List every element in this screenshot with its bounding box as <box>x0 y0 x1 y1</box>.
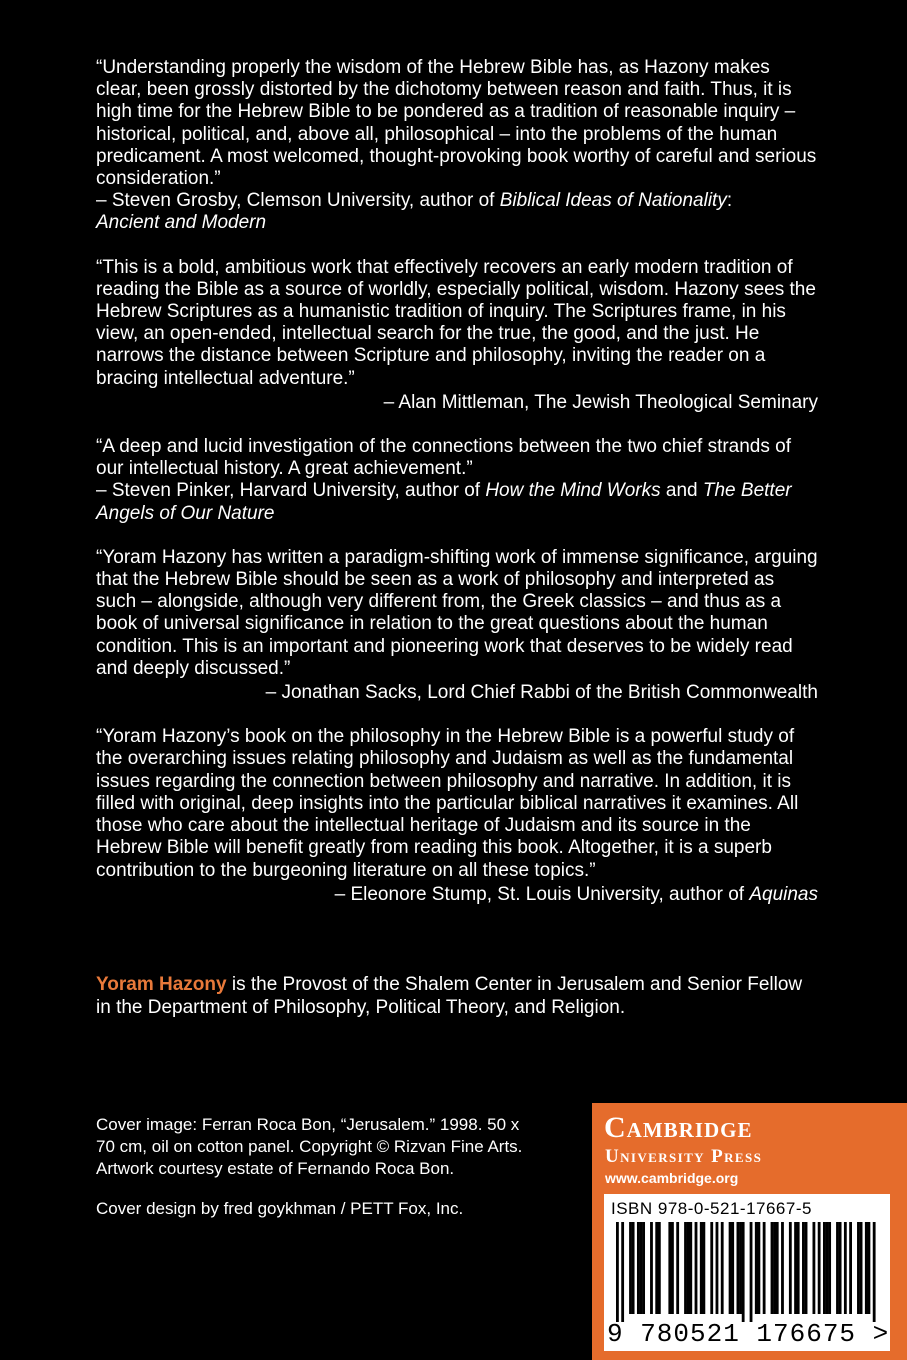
review-sacks <box>96 547 818 704</box>
barcode-bar <box>721 1222 724 1314</box>
review-quote: “This is a bold, ambitious work that effectively recovers an early modern tradition of reading the Bible as a source of worldly, especially political, wisdom. Hazony sees the Hebrew Scriptures as a humanistic tradition of inquiry. The Scriptures frame, in his view, an open-ended, intellectual search for the true, the good, and the just. He narrows the distance between Scripture and philosophy, inviting the reader on a bracing intellectual adventure.” <box>96 256 816 389</box>
attribution-sep: : <box>726 190 733 212</box>
publisher-url: www.cambridge.org <box>605 1170 739 1186</box>
barcode-bar <box>655 1222 658 1314</box>
book-title: Ancient and Modern <box>96 212 267 234</box>
review-stump <box>96 726 818 906</box>
review-pinker <box>96 436 818 525</box>
attribution-text: – Eleonore Stump, St. Louis University, author of <box>334 883 750 905</box>
review-attribution <box>96 884 818 906</box>
publisher-name: Cambridge <box>604 1111 753 1144</box>
ean-number: 9 780521 176675 > <box>607 1319 890 1349</box>
barcode-bar <box>773 1222 776 1314</box>
publisher-press: University Press <box>605 1146 763 1167</box>
barcode-bar <box>702 1222 705 1314</box>
barcode-bar <box>789 1222 792 1314</box>
barcode-bar <box>828 1222 831 1314</box>
review-attribution <box>96 480 818 524</box>
barcode-bar <box>632 1222 635 1314</box>
author-name: Yoram Hazony <box>96 974 227 995</box>
author-bio-text: is the Provost of the Shalem Center in Jerusalem and Senior Fellow in the Department of Philosophy, Political Theory, and Religion. <box>96 974 803 1018</box>
book-title: Aquinas <box>749 883 818 905</box>
barcode-bar <box>781 1222 784 1314</box>
attribution-text: – Steven Pinker, Harvard University, author of <box>96 480 486 502</box>
barcode-bar <box>836 1222 839 1314</box>
review-attribution: – Alan Mittleman, The Jewish Theological Seminary <box>383 391 818 413</box>
isbn-label: ISBN 978-0-521-17667-5 <box>611 1199 812 1218</box>
attribution-text: – Steven Grosby, Clemson University, author of <box>96 190 500 212</box>
review-attribution <box>96 190 818 234</box>
barcode-bar <box>695 1222 698 1314</box>
barcode-bar <box>755 1222 758 1314</box>
barcode-bar <box>776 1222 779 1314</box>
book-title: The Better Angels of Our Nature <box>96 480 792 524</box>
barcode-bar <box>700 1222 703 1314</box>
barcode-bar <box>742 1222 745 1322</box>
barcode-bar <box>750 1222 753 1322</box>
barcode-bar <box>818 1222 821 1314</box>
barcode-bar <box>873 1222 876 1322</box>
review-quote: “Yoram Hazony’s book on the philosophy in the Hebrew Bible is a powerful study of the overarching issues relating philosophy and Judaism as well as the fundamental issues regarding the connection between philosophy and narrative. In addition, it is filled with original, deep insights into the particular biblical narratives it examines. All those who care about the intellectual heritage of Judaism and its source in the Hebrew Bible will benefit greatly from reading this book. Altogether, it is a superb contribution to the burgeoning literature on all these topics.” <box>96 726 799 881</box>
barcode-bar <box>621 1222 624 1322</box>
barcode-bar <box>797 1222 800 1314</box>
barcode-bar <box>658 1222 661 1314</box>
barcode-bar <box>629 1222 632 1314</box>
review-quote: “Understanding properly the wisdom of the Hebrew Bible has, as Hazony makes clear, been grossly distorted by the dichotomy between reason and faith. Thus, it is high time for the Hebrew Bible to be pondered as a tradition of reasonable inquiry – historical, political, and, above all, philosophical – into the problems of the human predicament. A most welcomed, thought-provoking book worthy of careful and serious consideration.” <box>96 57 817 190</box>
review-attribution: – Jonathan Sacks, Lord Chief Rabbi of the British Commonwealth <box>265 682 818 704</box>
barcode-bar <box>684 1222 687 1314</box>
barcode-bar <box>813 1222 816 1314</box>
barcode-bar <box>794 1222 797 1314</box>
barcode-bar <box>616 1222 619 1322</box>
barcode-bar <box>716 1222 719 1314</box>
review-mittleman <box>96 257 818 414</box>
barcode-bar <box>805 1222 808 1314</box>
barcode-bar <box>668 1222 671 1314</box>
barcode-bar <box>868 1222 871 1314</box>
barcode-bar <box>757 1222 760 1314</box>
attribution-sep: and <box>660 480 703 502</box>
barcode-bar <box>737 1222 740 1314</box>
barcode-bar <box>739 1222 742 1314</box>
book-title: Biblical Ideas of Nationality <box>499 190 727 212</box>
barcode-bar <box>640 1222 643 1314</box>
barcode-bar <box>689 1222 692 1314</box>
review-quote: “A deep and lucid investigation of the connections between the two chief strands of our intellectual history. A great achievement.” <box>96 436 792 480</box>
book-title: How the Mind Works <box>485 480 661 502</box>
barcode-bar <box>687 1222 690 1314</box>
cover-design-credit: Cover design by fred goykhman / PETT Fox, Inc. <box>96 1199 464 1218</box>
barcode-bar <box>650 1222 653 1314</box>
barcode-bar <box>802 1222 805 1314</box>
barcode-bar <box>849 1222 852 1314</box>
barcode-bar <box>844 1222 847 1314</box>
barcode-bar <box>729 1222 732 1314</box>
barcode-bar <box>763 1222 766 1314</box>
cover-image-credit: Cover image: Ferran Roca Bon, “Jerusalem.” 1998. 50 x 70 cm, oil on cotton panel. Copyright © Rizvan Fine Arts. Artwork courtesy estate of Fernando Roca Bon. <box>96 1115 523 1178</box>
barcode-icon <box>616 1222 878 1322</box>
barcode-bar <box>860 1222 863 1314</box>
barcode-bar <box>710 1222 713 1314</box>
barcode-bar <box>637 1222 640 1314</box>
author-bio <box>96 973 818 1019</box>
review-quote: “Yoram Hazony has written a paradigm-shifting work of immense significance, arguing that the Hebrew Bible should be seen as a work of philosophy and interpreted as such – alongside, although very different from, the Greek classics – and thus as a book of universal significance in relation to the great questions about the human condition. This is an important and pioneering work that deserves to be widely read and deeply discussed.” <box>96 546 818 679</box>
barcode-bar <box>826 1222 829 1314</box>
barcode-bar <box>771 1222 774 1314</box>
reviews-column <box>96 57 818 928</box>
barcode-bar <box>839 1222 842 1314</box>
barcode-bar <box>676 1222 679 1314</box>
barcode-bar <box>865 1222 868 1314</box>
barcode-box <box>604 1194 890 1351</box>
barcode-bar <box>642 1222 645 1314</box>
publisher-panel <box>592 1103 907 1360</box>
barcode-bar <box>731 1222 734 1314</box>
barcode-bar <box>823 1222 826 1314</box>
barcode-bar <box>857 1222 860 1314</box>
barcode-bar <box>671 1222 674 1314</box>
review-grosby <box>96 57 818 235</box>
cover-credits <box>96 1114 536 1238</box>
